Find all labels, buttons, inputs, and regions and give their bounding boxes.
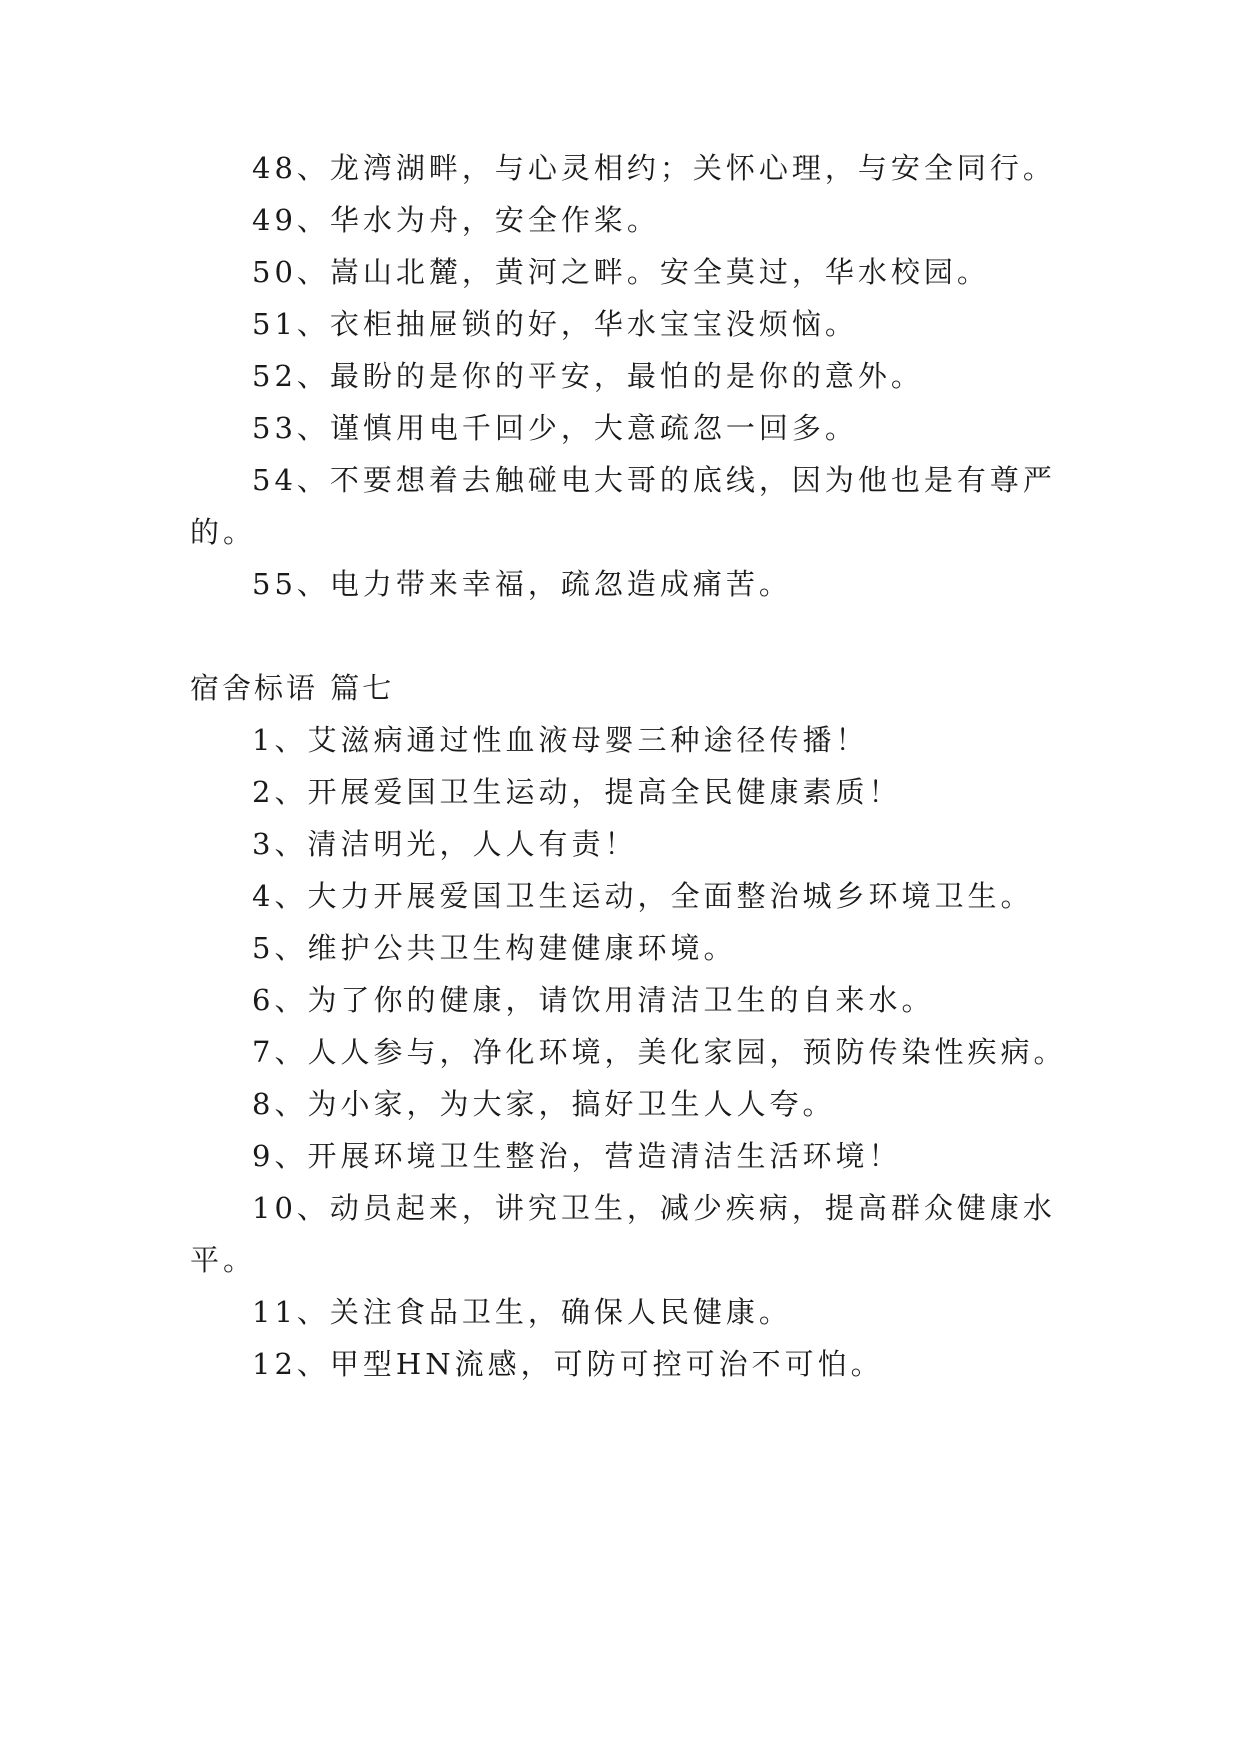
slogan-2: 2、开展爱国卫生运动，提高全民健康素质！ xyxy=(252,775,902,809)
slogan-4: 4、大力开展爱国卫生运动，全面整治城乡环境卫生。 xyxy=(252,879,1034,913)
slogan-48: 48、龙湾湖畔，与心灵相约；关怀心理，与安全同行。 xyxy=(252,151,1056,185)
slogan-6: 6、为了你的健康，请饮用清洁卫生的自来水。 xyxy=(252,983,935,1017)
slogan-8: 8、为小家，为大家，搞好卫生人人夸。 xyxy=(252,1087,836,1121)
slogan-10-continued: 平。 xyxy=(190,1243,257,1277)
slogan-49: 49、华水为舟，安全作桨。 xyxy=(252,203,660,237)
slogan-12: 12、甲型HN流感，可防可控可治不可怕。 xyxy=(252,1347,884,1381)
slogan-51: 51、衣柜抽屉锁的好，华水宝宝没烦恼。 xyxy=(252,307,858,341)
slogan-50: 50、嵩山北麓，黄河之畔。安全莫过，华水校园。 xyxy=(252,255,990,289)
slogan-54: 54、不要想着去触碰电大哥的底线，因为他也是有尊严 xyxy=(252,463,1056,497)
slogan-9: 9、开展环境卫生整治，营造清洁生活环境！ xyxy=(252,1139,902,1173)
slogan-53: 53、谨慎用电千回少，大意疏忽一回多。 xyxy=(252,411,858,445)
slogan-7: 7、人人参与，净化环境，美化家园，预防传染性疾病。 xyxy=(252,1035,1067,1069)
slogan-5: 5、维护公共卫生构建健康环境。 xyxy=(252,931,737,965)
slogan-52: 52、最盼的是你的平安，最怕的是你的意外。 xyxy=(252,359,924,393)
slogan-11: 11、关注食品卫生，确保人民健康。 xyxy=(252,1295,792,1329)
slogan-54-continued: 的。 xyxy=(190,515,257,549)
section-heading: 宿舍标语 篇七 xyxy=(190,671,395,705)
slogan-55: 55、电力带来幸福，疏忽造成痛苦。 xyxy=(252,567,792,601)
slogan-1: 1、艾滋病通过性血液母婴三种途径传播！ xyxy=(252,723,869,757)
slogan-10: 10、动员起来，讲究卫生，减少疾病，提高群众健康水 xyxy=(252,1191,1056,1225)
slogan-3: 3、清洁明光，人人有责！ xyxy=(252,827,638,861)
